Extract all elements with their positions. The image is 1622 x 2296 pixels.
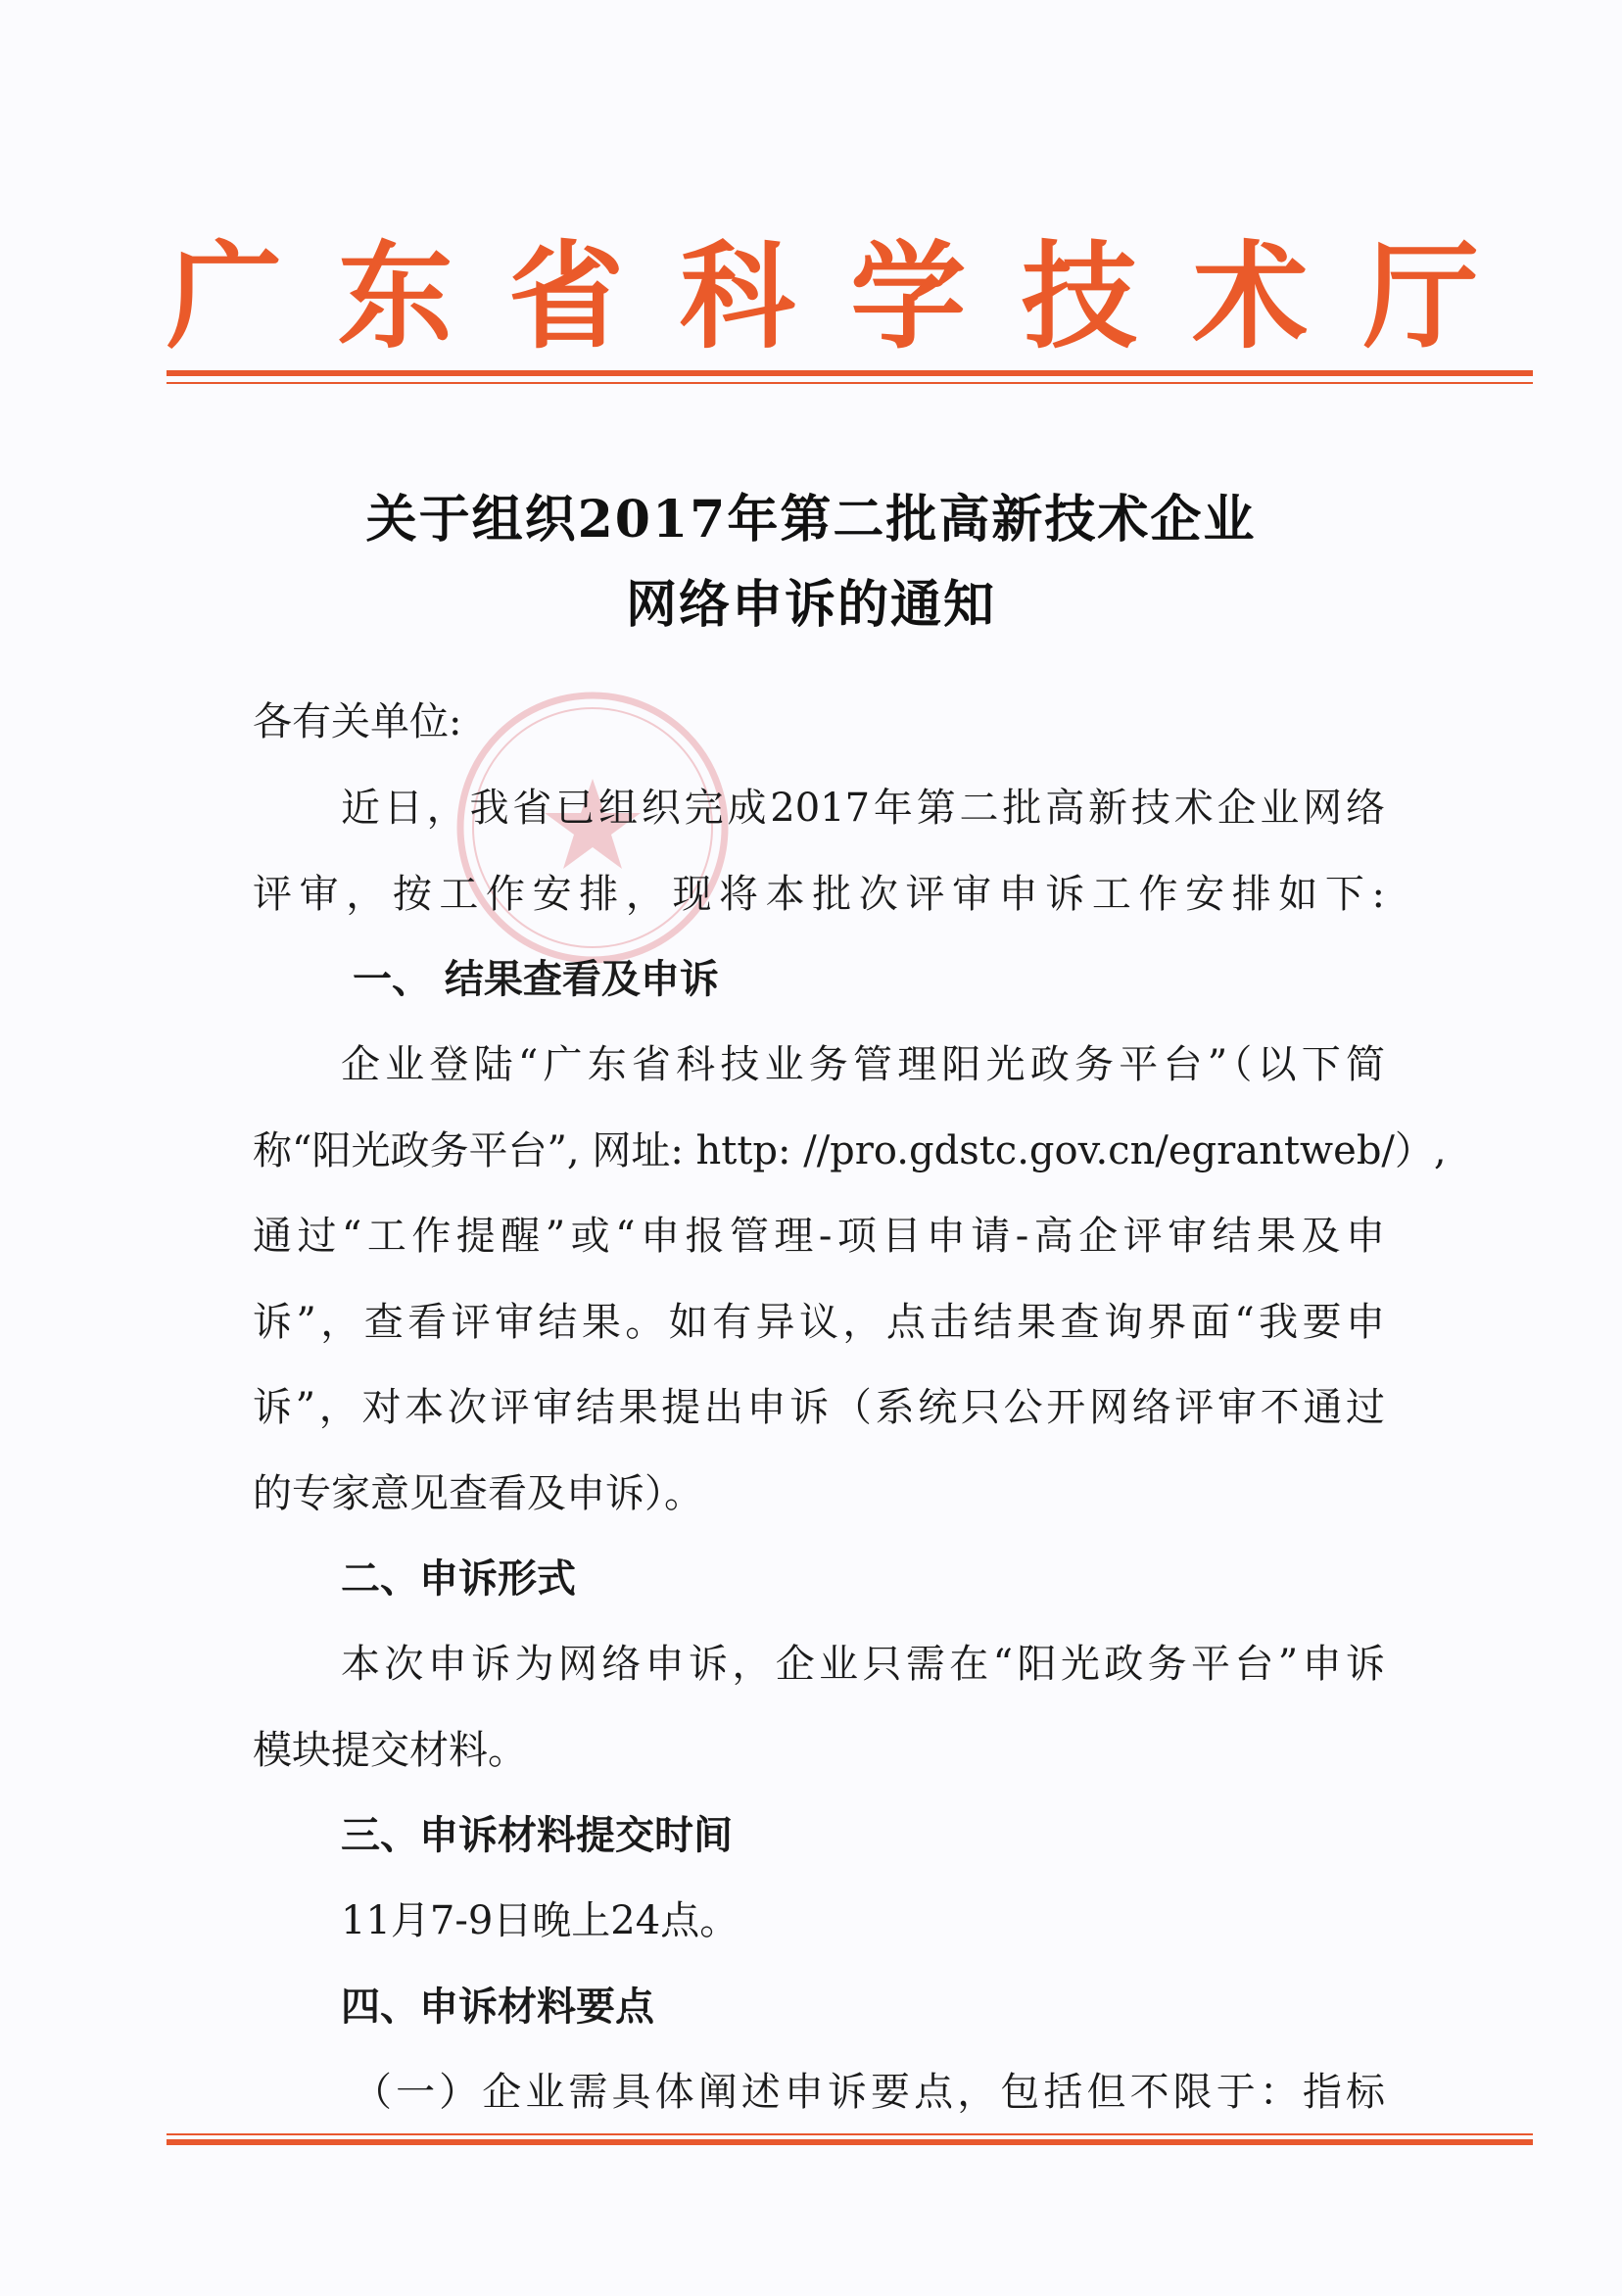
intro-paragraph-line: 近日，我省已组织完成2017年第二批高新技术企业网络	[341, 786, 1385, 831]
salutation: 各有关单位:	[253, 699, 462, 744]
section2-paragraph-line: 模块提交材料。	[253, 1728, 527, 1773]
letterhead-char: 省	[508, 229, 625, 364]
letterhead-char: 学	[850, 229, 967, 364]
section-heading-3: 三、申诉材料提交时间	[341, 1813, 733, 1858]
section2-paragraph-line: 本次申诉为网络申诉，企业只需在“阳光政务平台”申诉	[341, 1642, 1385, 1687]
letterhead-char: 东	[337, 229, 453, 364]
letterhead-divider-thick	[167, 370, 1533, 376]
section-heading-1: 一、 结果查看及申诉	[353, 957, 719, 1002]
footer-divider-thin	[167, 2133, 1533, 2135]
document-title-line-1: 关于组织2017年第二批高新技术企业	[365, 490, 1257, 550]
intro-paragraph-line: 评审，按工作安排，现将本批次评审申诉工作安排如下:	[253, 872, 1385, 917]
letterhead-char: 科	[679, 229, 795, 364]
letterhead-char: 广	[167, 229, 283, 364]
section1-paragraph-line: 诉”，对本次评审结果提出申诉（系统只公开网络评审不通过	[253, 1385, 1385, 1430]
letterhead-title	[167, 223, 1479, 370]
section-heading-4: 四、申诉材料要点	[341, 1985, 654, 2030]
section1-paragraph-line: 企业登陆“广东省科技业务管理阳光政务平台”（以下简	[341, 1042, 1385, 1087]
section1-paragraph-line: 诉”，查看评审结果。如有异议，点击结果查询界面“我要申	[253, 1300, 1385, 1345]
document-title-line-2: 网络申诉的通知	[625, 575, 996, 635]
letterhead-divider-thin	[167, 382, 1533, 384]
letterhead-char: 术	[1192, 229, 1309, 364]
section1-paragraph-line: 的专家意见查看及申诉）。	[253, 1471, 703, 1516]
section1-paragraph-line: 通过“工作提醒”或“申报管理-项目申请-高企评审结果及申	[253, 1214, 1385, 1259]
footer-divider-thick	[167, 2139, 1533, 2145]
section1-paragraph-line: 称“阳光政务平台”, 网址: http: //pro.gdstc.gov.cn/egrantweb/）,	[253, 1128, 1447, 1173]
letterhead-char: 技	[1021, 229, 1137, 364]
section-heading-2: 二、申诉形式	[341, 1556, 576, 1602]
section4-paragraph-line: （一）企业需具体阐述申诉要点，包括但不限于：指标	[353, 2070, 1385, 2115]
section3-paragraph-line: 11月7-9日晚上24点。	[341, 1898, 739, 1943]
letterhead-char: 厅	[1362, 229, 1479, 364]
